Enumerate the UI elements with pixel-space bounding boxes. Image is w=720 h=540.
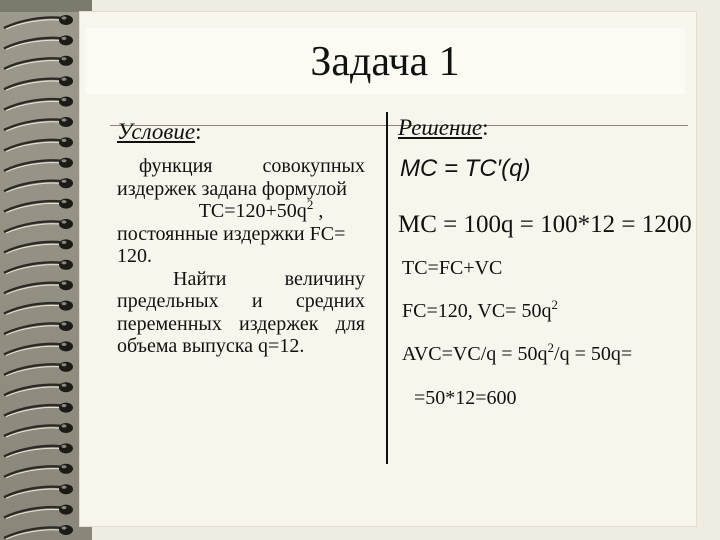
spiral-coil bbox=[4, 382, 73, 396]
spiral-coil bbox=[4, 505, 73, 519]
spiral-binding-icon bbox=[0, 0, 92, 540]
condition-formula-main: ТС=120+50q bbox=[198, 200, 307, 222]
spiral-coil bbox=[4, 56, 73, 70]
avc-result: =50*12=600 bbox=[414, 387, 517, 409]
fc-vc-line bbox=[402, 299, 558, 323]
spiral-coil bbox=[4, 239, 73, 253]
spiral-coil bbox=[4, 137, 73, 151]
spiral-coil bbox=[4, 260, 73, 274]
spiral-coil bbox=[4, 301, 73, 315]
mc-calculation: MC = 100q = 100*12 = 1200 bbox=[398, 211, 692, 238]
spiral-coil bbox=[4, 484, 73, 498]
spiral-coil bbox=[4, 199, 73, 213]
vertical-divider bbox=[386, 112, 388, 464]
spiral-coil bbox=[4, 15, 73, 29]
spiral-coil bbox=[4, 362, 73, 376]
avc-part-a: AVC=VC/q = 50q bbox=[402, 343, 548, 365]
spiral-coil bbox=[4, 117, 73, 131]
condition-line-1: функция совокупных издержек задана формулой bbox=[117, 155, 365, 200]
condition-formula-sup: 2 bbox=[306, 197, 314, 212]
solution-heading-colon: : bbox=[482, 115, 489, 140]
spiral-coil bbox=[4, 280, 73, 294]
spiral-coil bbox=[4, 423, 73, 437]
spiral-coil bbox=[4, 403, 73, 417]
spiral-coil bbox=[4, 35, 73, 49]
fc-vc-main: FC=120, VC= 50q bbox=[402, 300, 552, 322]
spiral-coil bbox=[4, 219, 73, 233]
spiral-coil bbox=[4, 76, 73, 90]
avc-part-b: /q = 50q= bbox=[554, 343, 633, 365]
spiral-coil bbox=[4, 464, 73, 478]
condition-line-4: Найти величину предельных и средних переменных издержек для объема выпуска q=12. bbox=[117, 267, 365, 357]
spiral-coil bbox=[4, 97, 73, 111]
condition-heading-text: Условие bbox=[117, 119, 196, 144]
avc-line bbox=[402, 342, 632, 366]
condition-formula-tail: , bbox=[313, 200, 324, 222]
tc-line: TC=FC+VC bbox=[402, 257, 503, 279]
condition-text bbox=[117, 155, 365, 358]
condition-formula bbox=[117, 197, 365, 223]
solution-heading bbox=[398, 114, 489, 142]
solution-heading-text: Решение bbox=[398, 115, 483, 140]
fc-vc-sup: 2 bbox=[551, 297, 558, 312]
spiral-coil bbox=[4, 525, 73, 539]
slide-title: Задача 1 bbox=[310, 39, 460, 85]
spiral-coil bbox=[4, 443, 73, 457]
mc-formula: MC = TC′(q) bbox=[400, 155, 531, 182]
condition-heading-colon: : bbox=[195, 119, 202, 144]
spiral-coil bbox=[4, 178, 73, 192]
spiral-coil bbox=[4, 341, 73, 355]
spiral-coil bbox=[4, 158, 73, 172]
avc-sup: 2 bbox=[547, 340, 555, 355]
condition-line-3: постоянные издержки FC= 120. bbox=[117, 222, 346, 267]
condition-heading bbox=[117, 118, 202, 146]
spiral-coil bbox=[4, 321, 73, 335]
